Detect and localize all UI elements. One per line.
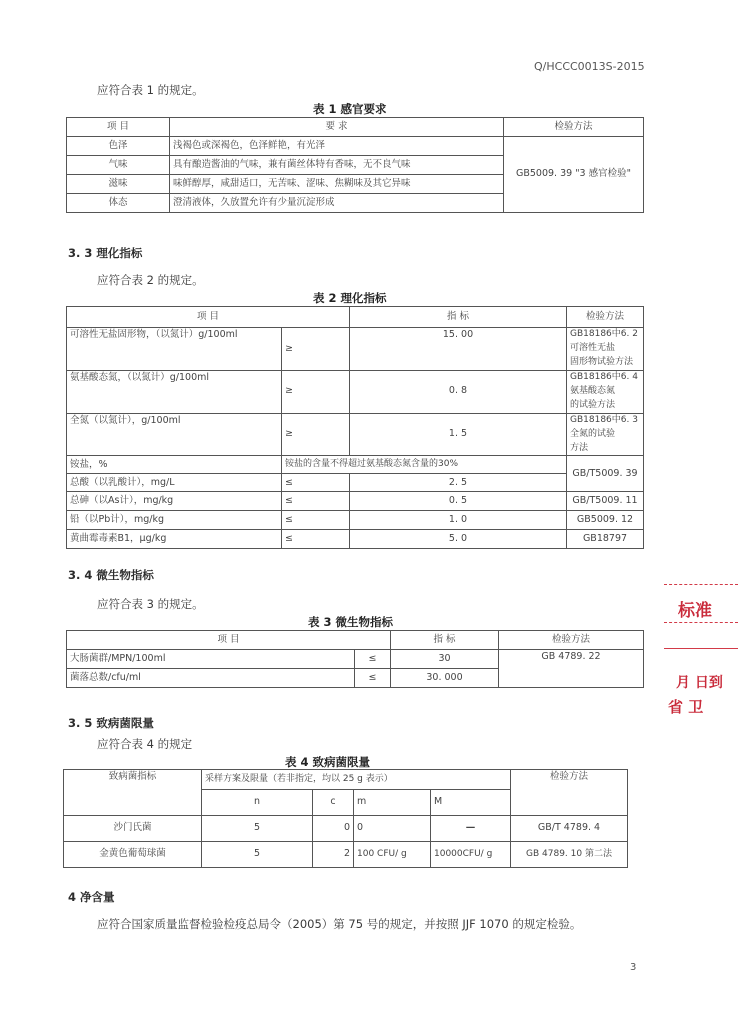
method-cell: GB18797 (567, 530, 644, 549)
item-cell: 滋味 (67, 175, 170, 194)
stamp-line (664, 622, 738, 624)
microbiological-table (66, 630, 644, 688)
table4-caption: 表 4 致病菌限量 (285, 755, 371, 769)
table-row (67, 137, 644, 156)
section-3-4-intro: 应符合表 3 的规定。 (97, 597, 204, 611)
method-cell: GB/T 4789. 4 (511, 816, 628, 842)
operator-cell: ≤ (282, 530, 350, 549)
value-cell: 0. 8 (350, 370, 567, 413)
value-cell: 1. 0 (350, 511, 567, 530)
section-3-5-title: 3. 5 致病菌限量 (68, 716, 154, 730)
section-4-title: 4 净含量 (68, 890, 115, 904)
table-header-row (67, 631, 644, 650)
method-cell: GB/T5009. 11 (567, 492, 644, 511)
value-cell: 0. 5 (350, 492, 567, 511)
method-cell: GB 4789. 10 第二法 (511, 842, 628, 868)
table-row (67, 328, 644, 371)
stamp-text-line2: 月 日到 (676, 675, 723, 691)
section-3-5-intro: 应符合表 4 的规定 (97, 737, 193, 751)
sensory-table (66, 117, 644, 213)
section-3-4-title: 3. 4 微生物指标 (68, 568, 154, 582)
item-cell: 氨基酸态氮，（以氮计）g/100ml (67, 370, 282, 413)
item-cell: 总砷（以As计），mg/kg (67, 492, 282, 511)
section-3-3-intro: 应符合表 2 的规定。 (97, 273, 204, 287)
header-method: 检验方法 (567, 307, 644, 328)
table-row (67, 456, 644, 474)
item-cell: 铅（以Pb计），mg/kg (67, 511, 282, 530)
method-cell (567, 328, 644, 371)
value-cell: 1. 5 (350, 413, 567, 456)
table-row (67, 492, 644, 511)
operator-cell: ≤ (355, 650, 391, 669)
requirement-cell: 具有酿造酱油的气味，兼有菌丝体特有香味，无不良气味 (170, 156, 504, 175)
subheader-c: c (313, 790, 354, 816)
header-sampling-plan: 采样方案及限量（若非指定，均以 25 g 表示） (202, 770, 511, 790)
section-3-3-title: 3. 3 理化指标 (68, 246, 143, 260)
value-cell: 30. 000 (391, 669, 499, 688)
method-line: 的试验方法 (570, 399, 616, 410)
M-cell: 10000CFU/ g (431, 842, 511, 868)
value-cell: 5. 0 (350, 530, 567, 549)
subheader-M: M (431, 790, 511, 816)
item-cell: 沙门氏菌 (64, 816, 202, 842)
document-code: Q/HCCC0013S-2015 (534, 60, 645, 73)
method-line: GB18186中6. 3全氮的试验 (570, 414, 638, 439)
stamp-text-line3: 省 卫 (668, 698, 704, 716)
item-cell: 体态 (67, 194, 170, 213)
table-row (67, 530, 644, 549)
physicochemical-table (66, 306, 644, 549)
operator-cell: ≤ (282, 511, 350, 530)
item-cell: 大肠菌群/MPN/100ml (67, 650, 355, 669)
m-cell: 100 CFU/ g (354, 842, 431, 868)
page-number: 3 (630, 962, 637, 973)
pathogen-table (63, 769, 628, 868)
n-cell: 5 (202, 842, 313, 868)
value-cell: 30 (391, 650, 499, 669)
table-row (64, 816, 628, 842)
item-cell: 黄曲霉毒素B1，μg/kg (67, 530, 282, 549)
table-row (64, 842, 628, 868)
stamp-text-line1: 标准 (678, 601, 712, 621)
value-cell: 2. 5 (350, 474, 567, 492)
method-line: GB18186中6. 2可溶性无盐 (570, 329, 638, 353)
item-cell: 全氮（以氮计），g/100ml (67, 413, 282, 456)
c-cell: 2 (313, 842, 354, 868)
operator-cell: ≤ (282, 474, 350, 492)
table-row (67, 370, 644, 413)
table1-intro: 应符合表 1 的规定。 (97, 83, 204, 97)
n-cell: 5 (202, 816, 313, 842)
item-cell: 菌落总数/cfu/ml (67, 669, 355, 688)
table-header-row (64, 770, 628, 790)
operator-cell: ≥ (282, 328, 350, 371)
operator-cell: ≥ (282, 370, 350, 413)
header-item: 项 目 (67, 631, 391, 650)
subheader-m: m (354, 790, 431, 816)
method-line: 固形物试验方法 (570, 356, 634, 367)
item-cell: 铵盐，% (67, 456, 282, 474)
stamp-line (664, 648, 738, 650)
header-item: 项 目 (67, 118, 170, 137)
method-line: GB18186中6. 4氨基酸态氮 (570, 371, 638, 396)
item-cell: 金黄色葡萄球菌 (64, 842, 202, 868)
table-row (67, 474, 644, 492)
header-requirement: 要 求 (170, 118, 504, 137)
stamp-line (664, 584, 738, 586)
table-row (67, 650, 644, 669)
table-header-row (67, 118, 644, 137)
requirement-cell: 澄清液体，久放置允许有少量沉淀形成 (170, 194, 504, 213)
method-cell: GB/T5009. 39 (567, 456, 644, 492)
subheader-n: n (202, 790, 313, 816)
table2-caption: 表 2 理化指标 (313, 291, 387, 305)
table-header-row (67, 307, 644, 328)
method-cell (567, 413, 644, 456)
header-method: 检验方法 (504, 118, 644, 137)
table-row (67, 413, 644, 456)
value-cell: 15. 00 (350, 328, 567, 371)
section-4-text: 应符合国家质量监督检验检疫总局令（2005）第 75 号的规定，并按照 JJF 1070 的规定检验。 (97, 917, 582, 931)
method-cell: GB5009. 12 (567, 511, 644, 530)
header-item: 致病菌指标 (64, 770, 202, 816)
header-item: 项 目 (67, 307, 350, 328)
item-cell: 可溶性无盐固形物，（以氮计）g/100ml (67, 328, 282, 371)
header-method: 检验方法 (499, 631, 644, 650)
operator-cell: ≤ (355, 669, 391, 688)
header-index: 指 标 (391, 631, 499, 650)
requirement-cell: 味鲜醇厚，咸甜适口，无苦味、涩味、焦糊味及其它异味 (170, 175, 504, 194)
item-cell: 气味 (67, 156, 170, 175)
note-cell: 铵盐的含量不得超过氨基酸态氮含量的30% (282, 456, 567, 474)
method-cell: GB5009. 39 "3 感官检验" (504, 137, 644, 213)
operator-cell: ≥ (282, 413, 350, 456)
M-cell: — (431, 816, 511, 842)
header-method: 检验方法 (511, 770, 628, 816)
method-cell (567, 370, 644, 413)
table-row (67, 511, 644, 530)
header-index: 指 标 (350, 307, 567, 328)
operator-cell: ≤ (282, 492, 350, 511)
requirement-cell: 浅褐色或深褐色，色泽鲜艳，有光泽 (170, 137, 504, 156)
table1-caption: 表 1 感官要求 (313, 102, 387, 116)
c-cell: 0 (313, 816, 354, 842)
m-cell: 0 (354, 816, 431, 842)
method-line: 方法 (570, 442, 589, 453)
item-cell: 色泽 (67, 137, 170, 156)
table3-caption: 表 3 微生物指标 (308, 615, 394, 629)
method-cell: GB 4789. 22 (499, 650, 644, 688)
item-cell: 总酸（以乳酸计），mg/L (67, 474, 282, 492)
